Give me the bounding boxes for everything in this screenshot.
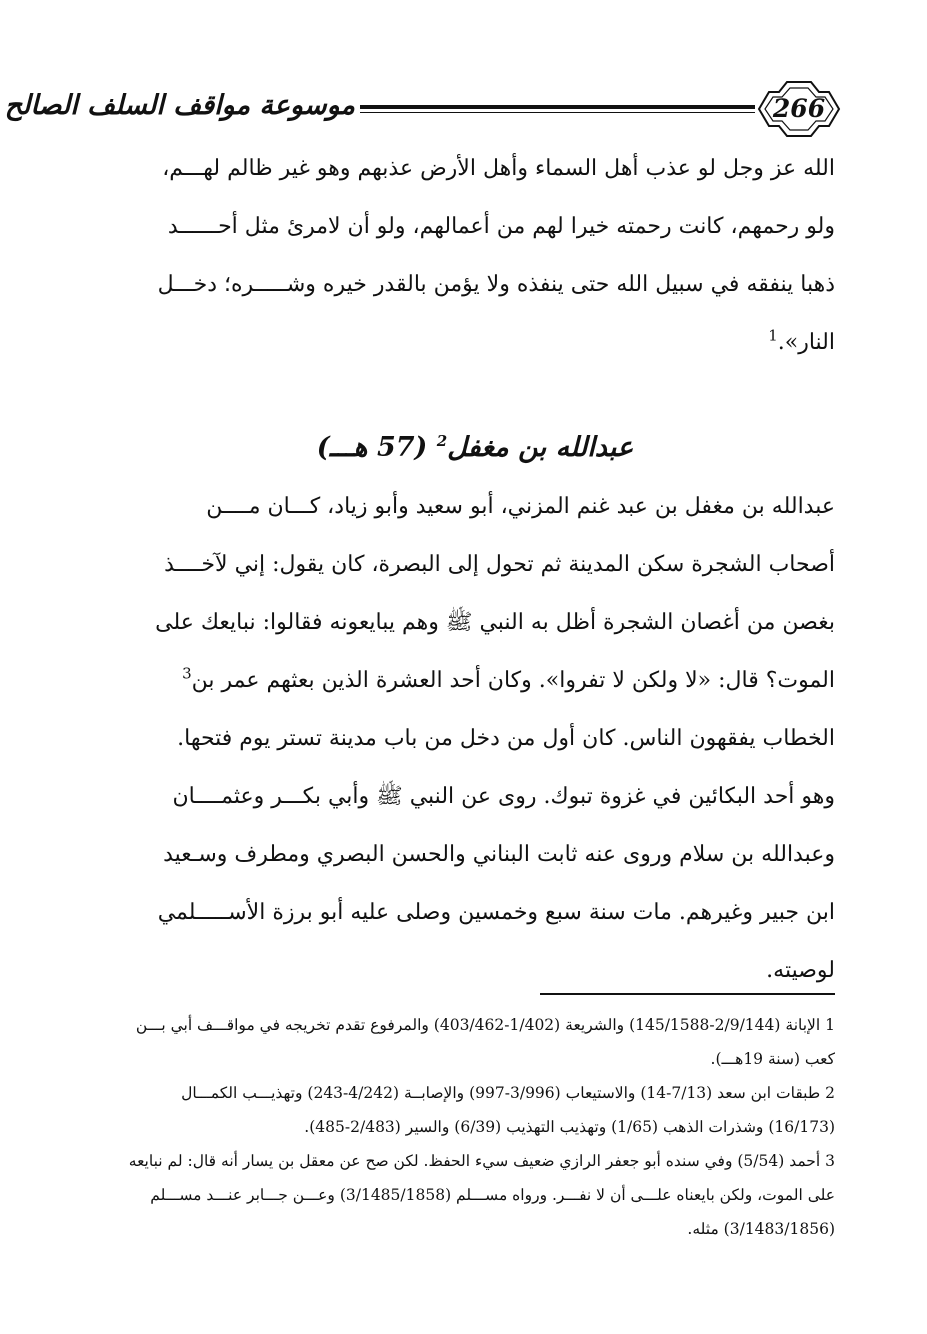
- page-number: 266: [772, 94, 826, 123]
- text-line: عبدالله بن مغفل بن عبد غنم المزني، أبو سعيد وأبو زياد، كـــان مــــن: [206, 494, 835, 519]
- heading-footnote-ref: 2: [436, 432, 448, 450]
- page-header: [4, 78, 845, 140]
- text-line: الخطاب يفقهون الناس. كان أول من دخل من باب مدينة تستر يوم فتحها.: [177, 726, 835, 751]
- footnote-line: على الموت، ولكن بايعناه علـــى أن لا نفـــر. ورواه مســـلم (3/1485/1858) وعـــن جـــابر عنـــد مســـلم: [150, 1186, 835, 1204]
- text-fragment: الموت؟ قال: «لا ولكن لا تفروا». وكان أحد العشرة الذين بعثهم عمر بن: [191, 668, 835, 693]
- text-line-last: [100, 314, 835, 372]
- heading-date: (57 هـــ): [316, 432, 428, 463]
- text-line-last: لوصيته.: [766, 958, 835, 983]
- header-rule-thick: [360, 105, 755, 109]
- footnote-line: (16/173) وشذرات الذهب (1/65) وتهذيب التهذيب (6/39) والسير (2/483-485).: [304, 1118, 835, 1136]
- text-line: بغصن من أغصان الشجرة أظل به النبي ﷺ وهم يبايعونه فقالوا: نبايعك على: [155, 610, 835, 635]
- text-line: [100, 652, 835, 710]
- footnotes: [100, 1008, 835, 1246]
- book-title: موسوعة مواقف السلف الصالح: [4, 90, 355, 121]
- footnote-ref: 1: [768, 326, 778, 345]
- biography-paragraph: [100, 478, 835, 1000]
- footnote-line: (3/1483/1856) مثله.: [687, 1220, 835, 1238]
- section-heading: [240, 420, 710, 476]
- text-line: ولو رحمهم، كانت رحمته خيرا لهم من أعمالهم، ولو أن لامرئ مثل أحــــــد: [167, 214, 835, 239]
- footnote-separator: [540, 993, 835, 995]
- text-line: وهو أحد البكائين في غزوة تبوك. روى عن النبي ﷺ وأبي بكـــر وعثمــــان: [172, 784, 835, 809]
- continued-paragraph: [100, 140, 835, 372]
- footnote-ref: 3: [182, 664, 192, 683]
- heading-name: عبدالله بن مغفل: [447, 432, 634, 463]
- text-line: الله عز وجل لو عذب أهل السماء وأهل الأرض عذبهم وهو غير ظالم لهـــم،: [162, 156, 835, 181]
- text-line: ذهبا ينفقه في سبيل الله حتى ينفذه ولا يؤمن بالقدر خيره وشـــــره؛ دخـــل: [157, 272, 835, 297]
- footnote-line: كعب (سنة 19هـــ).: [710, 1050, 835, 1068]
- footnote-line: 3 أحمد (5/54) وفي سنده أبو جعفر الرازي ضعيف سيء الحفظ. لكن صح عن معقل بن يسار أنه قال: لم نبايعه: [128, 1152, 835, 1170]
- footnote-line: 1 الإبانة (2/9/144-145/1588) والشريعة (1/402-403/462) والمرفوع تقدم تخريجه في مواقـــف أبي بـــن: [135, 1016, 835, 1034]
- text-line: ابن جبير وغيرهم. مات سنة سبع وخمسين وصلى عليه أبو برزة الأســـــلمي: [157, 900, 835, 925]
- header-rule-thin: [360, 112, 755, 113]
- footnote-line: 2 طبقات ابن سعد (7/13-14) والاستيعاب (3/996-997) والإصابــة (4/242-243) وتهذيـــب الكمـــال: [181, 1084, 835, 1102]
- text-line: أصحاب الشجرة سكن المدينة ثم تحول إلى البصرة، كان يقول: إني لآخــــذ: [164, 552, 835, 577]
- page-number-badge: [753, 78, 845, 140]
- text-fragment: النار».: [777, 330, 835, 355]
- text-line: وعبدالله بن سلام وروى عنه ثابت البناني والحسن البصري ومطرف وسـعيد: [163, 842, 835, 867]
